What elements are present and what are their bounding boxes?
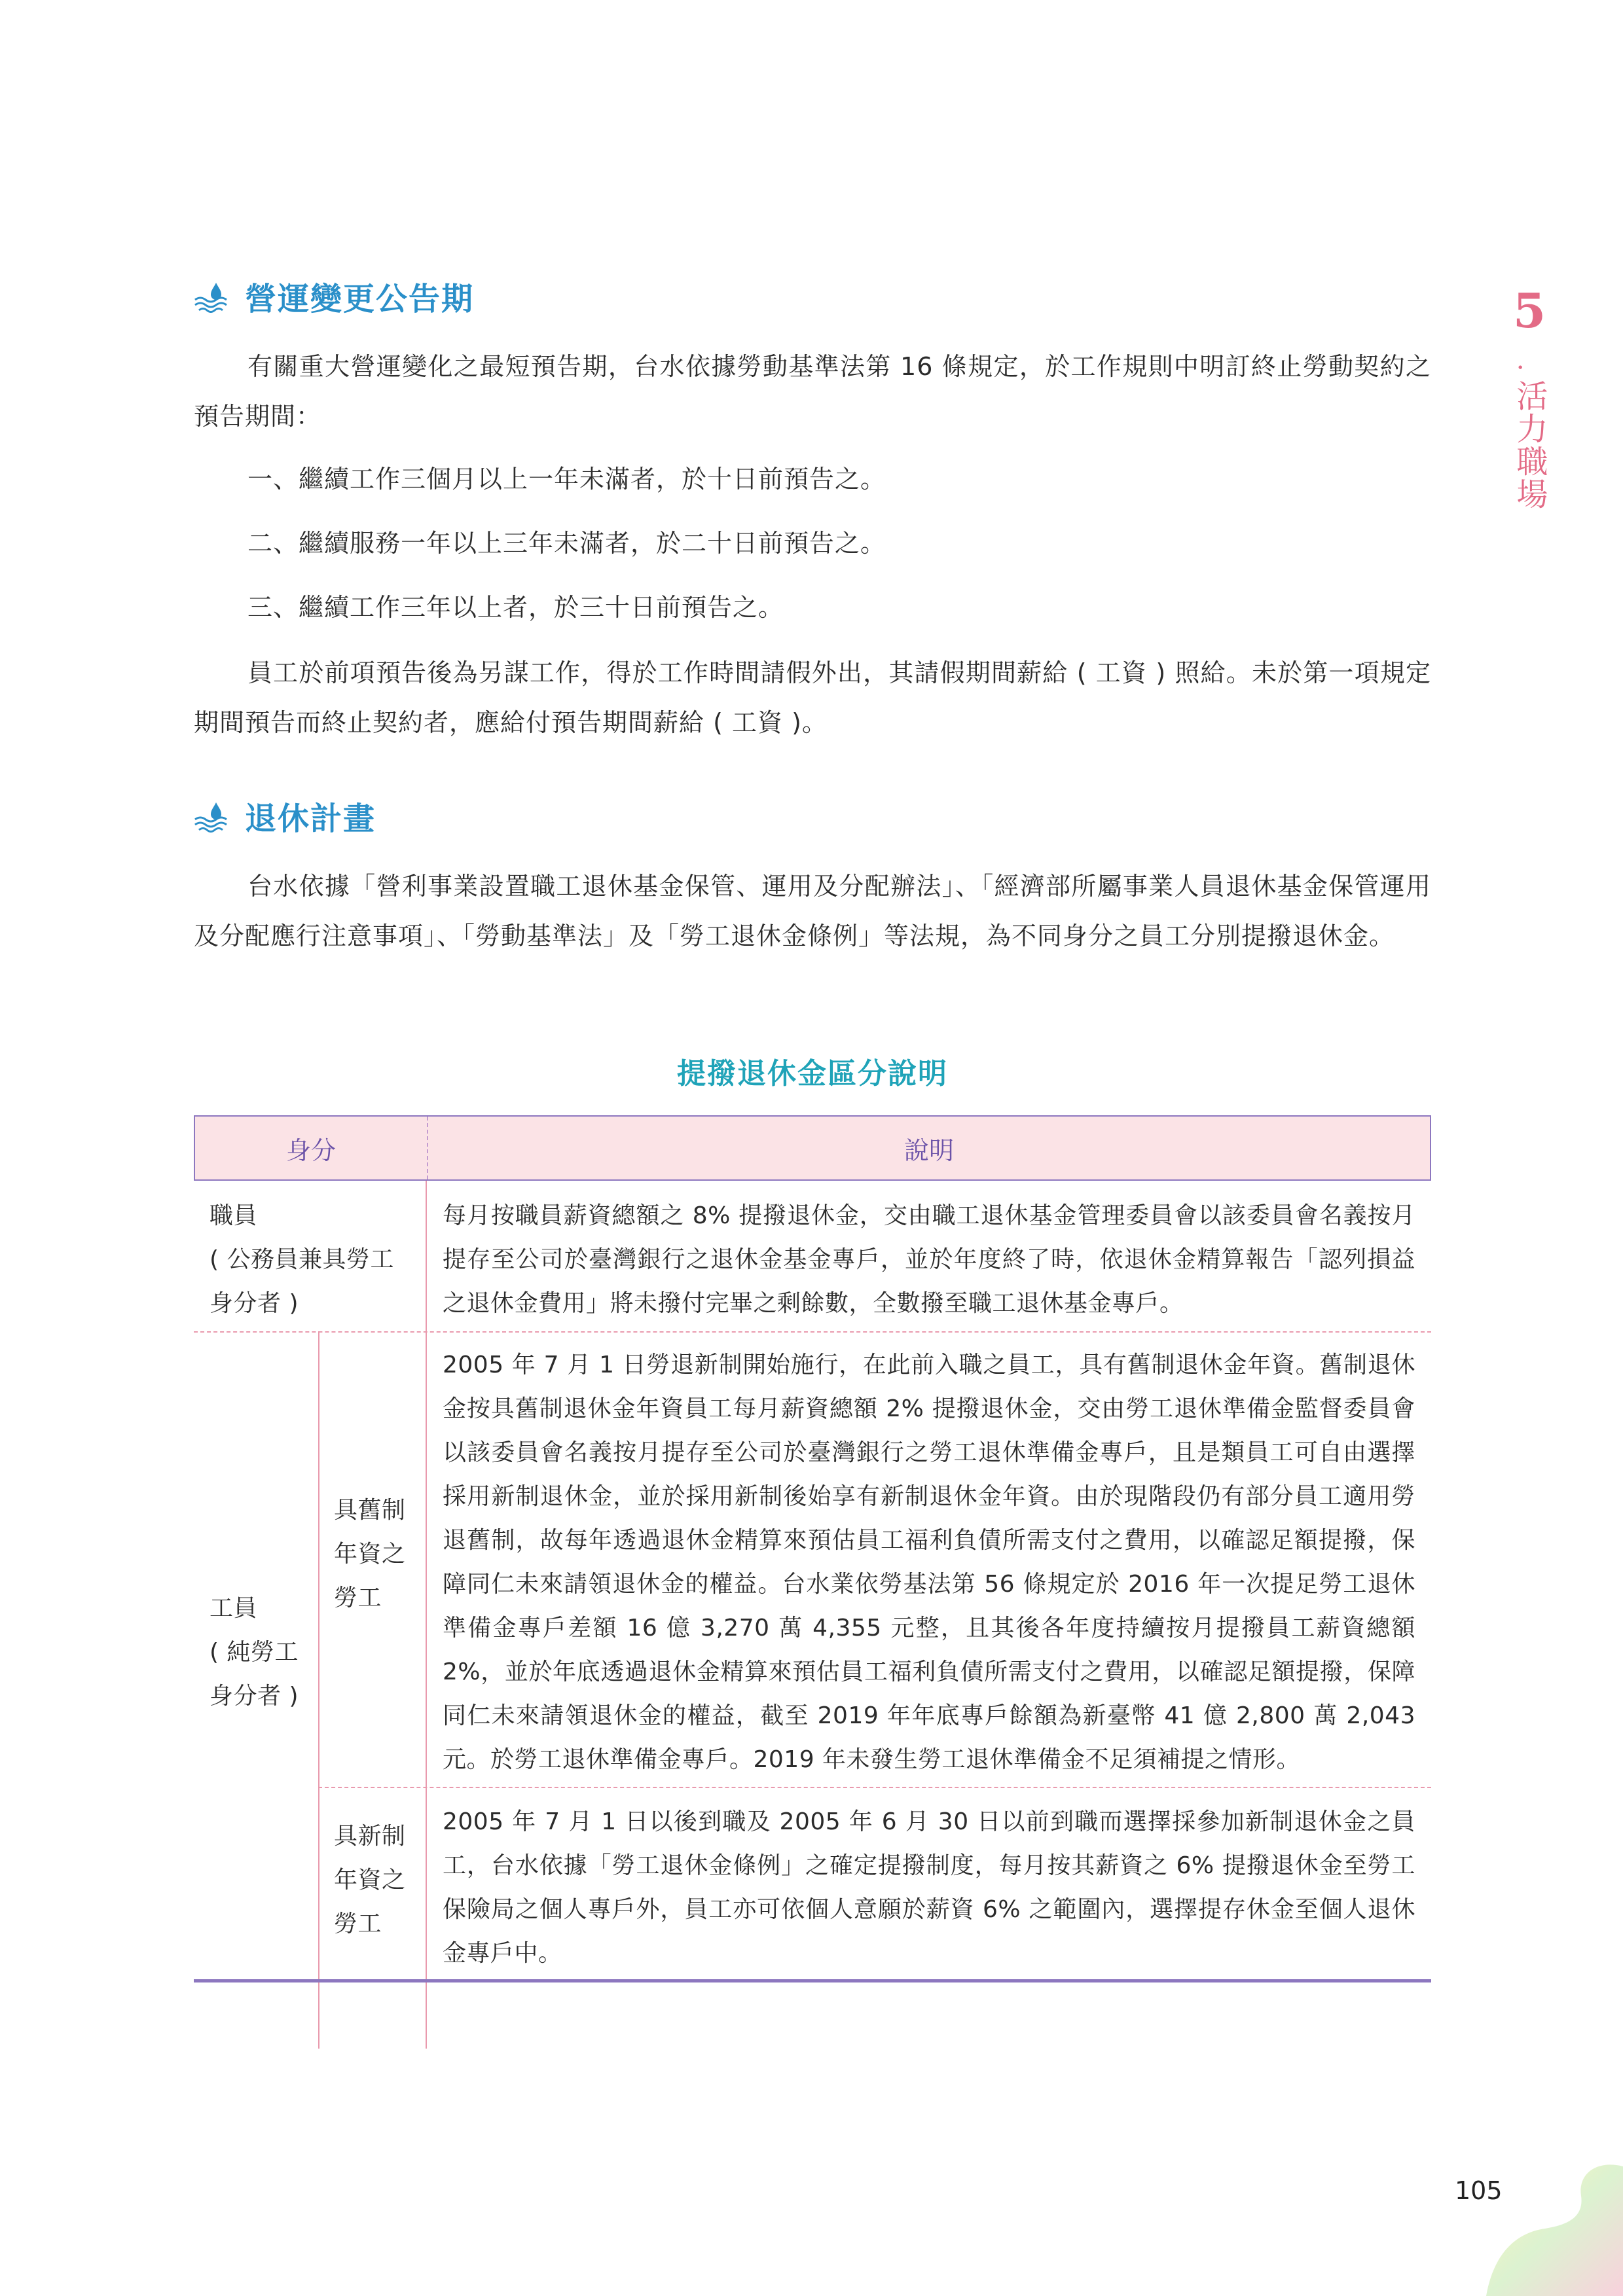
header-identity: 身分 [195, 1117, 428, 1179]
subidentity-line: 年資之 [334, 1541, 406, 1568]
subidentity-line: 年資之 [334, 1867, 406, 1893]
description-cell-new-system: 2005 年 7 月 1 日以後到職及 2005 年 6 月 30 日以前到職而選擇採參加新制退休金之員工，台水依據「勞工退休金條例」之確定提撥制度，每月按其薪資之 6% 提撥退休金至勞工保險局之個人專戶外，員工亦可依個人意願於薪資 6% 之範圍內，選擇提存休金至個人退休金專戶中。 [443, 1808, 1415, 1967]
section-title: 營運變更公告期 [245, 281, 475, 317]
section-title: 退休計畫 [245, 800, 376, 837]
notice-item-1: 一、繼續工作三個月以上一年未滿者，於十日前預告之。 [247, 465, 886, 493]
identity-cell-worker [210, 1587, 314, 1718]
notice-item-3: 三、繼續工作三年以上者，於三十日前預告之。 [247, 593, 784, 622]
section1-intro: 有關重大營運變化之最短預告期，台水依據勞動基準法第 16 條規定，於工作規則中明訂終止勞動契約之預告期間： [194, 352, 1431, 431]
notice-item-2: 二、繼續服務一年以上三年未滿者，於二十日前預告之。 [247, 529, 886, 558]
column-divider-sub [318, 1331, 319, 2049]
header-description: 說明 [903, 1136, 954, 1165]
subidentity-cell-new [334, 1814, 419, 1946]
water-drop-icon [194, 800, 229, 833]
water-drop-icon [194, 280, 229, 313]
subidentity-line: 勞工 [334, 1910, 382, 1937]
section-heading-notice-period [194, 274, 474, 319]
identity-line: 身分者 ) [210, 1683, 299, 1710]
subidentity-line: 具舊制 [334, 1497, 406, 1524]
subidentity-cell-old [334, 1488, 419, 1620]
identity-line: 工員 [210, 1595, 258, 1622]
identity-line: 職員 [210, 1202, 258, 1229]
chapter-dot: ． [1516, 345, 1542, 375]
chapter-marker [1503, 281, 1556, 511]
subidentity-line: 勞工 [334, 1585, 382, 1611]
subidentity-line: 具新制 [334, 1823, 406, 1850]
table-header-row [194, 1115, 1431, 1181]
row-divider [318, 1787, 1431, 1788]
table-title: 提撥退休金區分說明 [677, 1057, 948, 1090]
section-heading-retirement [194, 793, 376, 838]
row-divider [194, 1331, 1431, 1333]
table-bottom-rule [194, 1979, 1431, 1982]
description-cell-old-system: 2005 年 7 月 1 日勞退新制開始施行，在此前入職之員工，具有舊制退休金年資。舊制退休金按具舊制退休金年資員工每月薪資總額 2% 提撥退休金，交由勞工退休準備金監督委員會以該委員會名義按月提存至公司於臺灣銀行之勞工退休準備金專戶，且是類員工可自由選擇採用新制退休金，並於採用新制後始享有新制退休金年資。由於現階段仍有部分員工適用勞退舊制，故每年透過退休金精算來預估員工福利負債所需支付之費用，以確認足額提撥，保障同仁未來請領退休金的權益。台水業依勞基法第 56 條規定於 2016 年一次提足勞工退休準備金專戶差額 16 億 3,270 萬 4,355 元整，且其後各年度持續按月提撥員工薪資總額 2%，並於年底透過退休金精算來預估員工福利負債所需支付之費用，以確認足額提撥，保障同仁未來請領退休金的權益，截至 2019 年年底專戶餘額為新臺幣 41 億 2,800 萬 2,043 元。於勞工退休準備金專戶。2019 年未發生勞工退休準備金不足須補提之情形。 [443, 1352, 1415, 1773]
column-divider [426, 1181, 427, 2049]
chapter-number: 5 [1512, 283, 1546, 338]
section2-intro: 台水依據「營利事業設置職工退休基金保管、運用及分配辦法」、「經濟部所屬事業人員退休基金保管運用及分配應行注意事項」、「勞動基準法」及「勞工退休金條例」等法規，為不同身分之員工分別提撥退休金。 [194, 872, 1431, 950]
identity-line: 身分者 ) [210, 1290, 299, 1317]
page-number: 105 [1455, 2176, 1503, 2205]
chapter-title: 活力職場 [1511, 380, 1548, 511]
identity-line: ( 純勞工 [210, 1639, 299, 1666]
section1-closing: 員工於前項預告後為另謀工作，得於工作時間請假外出，其請假期間薪給 ( 工資 ) 照給。未於第一項規定期間預告而終止契約者，應給付預告期間薪給 ( 工資 )。 [194, 658, 1431, 737]
description-cell-staff: 每月按職員薪資總額之 8% 提撥退休金，交由職工退休基金管理委員會以該委員會名義按月提存至公司於臺灣銀行之退休金基金專戶，並於年度終了時，依退休金精算報告「認列損益之退休金費用」將未撥付完畢之剩餘數，全數撥至職工退休基金專戶。 [443, 1202, 1415, 1317]
identity-line: ( 公務員兼具勞工 [210, 1246, 394, 1273]
identity-cell-staff [210, 1194, 419, 1325]
